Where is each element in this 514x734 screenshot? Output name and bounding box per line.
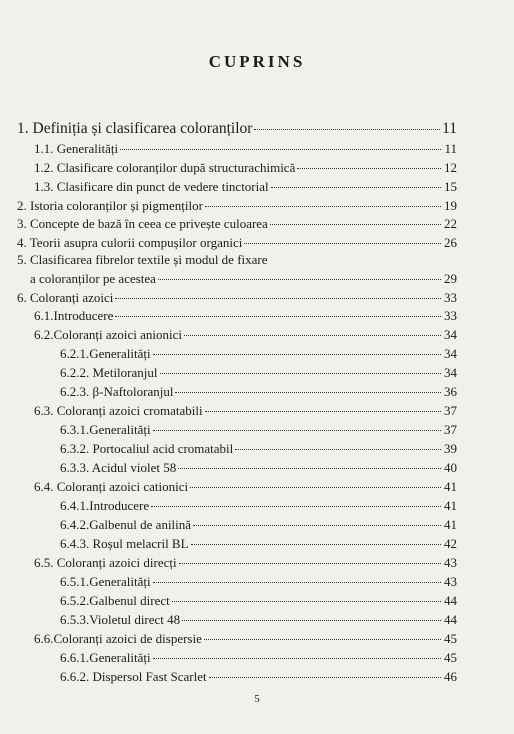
toc-entry-text: 1.2. Clasificare coloranților după structurachimică xyxy=(34,160,296,175)
toc-entry-page: 44 xyxy=(444,593,457,608)
dot-leader xyxy=(190,487,441,488)
toc-entry[interactable] xyxy=(34,479,457,495)
toc-entry-text: 6.2.Coloranți azoici anionici xyxy=(34,327,183,342)
page-number: 5 xyxy=(254,693,260,705)
toc-entry-text: a coloranților pe acestea xyxy=(30,271,156,286)
toc-entry-page: 41 xyxy=(444,479,457,494)
toc-entry-page: 29 xyxy=(444,271,457,286)
toc-entry[interactable] xyxy=(34,179,457,195)
toc-entry-text: 6. Coloranți azoici xyxy=(17,290,114,305)
toc-entry-page: 43 xyxy=(444,574,457,589)
toc-entry[interactable] xyxy=(60,517,457,533)
toc-entry[interactable] xyxy=(34,403,457,419)
toc-entry-text: 6.4.3. Roșul melacril BL xyxy=(60,536,189,551)
dot-leader xyxy=(193,525,441,526)
toc-entry[interactable] xyxy=(60,498,457,514)
dot-leader xyxy=(151,506,441,507)
dot-leader xyxy=(179,563,441,564)
toc-entry[interactable] xyxy=(60,346,457,362)
dot-leader xyxy=(153,354,441,355)
dot-leader xyxy=(160,373,442,374)
toc-entry[interactable] xyxy=(60,669,457,685)
toc-entry-page: 11 xyxy=(444,141,457,156)
toc-entry[interactable] xyxy=(17,235,457,251)
toc-entry-page: 45 xyxy=(444,631,457,646)
dot-leader xyxy=(158,279,441,280)
toc-entry[interactable] xyxy=(60,441,457,457)
toc-entry-page: 34 xyxy=(444,327,457,342)
toc-entry-page: 33 xyxy=(444,290,457,305)
toc-entry-text: 6.5.2.Galbenul direct xyxy=(60,593,170,608)
toc-entry-text: 6.5. Coloranți azoici direcți xyxy=(34,555,177,570)
toc-entry-text: 6.2.1.Generalități xyxy=(60,346,151,361)
toc-entry-page: 15 xyxy=(444,179,457,194)
dot-leader xyxy=(235,449,441,450)
page-title: CUPRINS xyxy=(208,52,306,71)
toc-entry-page: 41 xyxy=(444,498,457,513)
dot-leader xyxy=(254,129,440,130)
toc-entry-page: 45 xyxy=(444,650,457,665)
toc-entry-text: 2. Istoria coloranților și pigmenților xyxy=(17,198,203,213)
toc-entry[interactable] xyxy=(34,555,457,571)
dot-leader xyxy=(297,168,441,169)
toc-entry[interactable] xyxy=(60,422,457,438)
dot-leader xyxy=(178,468,441,469)
toc-entry-text: 6.6.Coloranți azoici de dispersie xyxy=(34,631,202,646)
toc-entry-page: 11 xyxy=(442,120,457,137)
toc-entry[interactable] xyxy=(60,460,457,476)
toc-entry-text: 6.5.1.Generalități xyxy=(60,574,151,589)
toc-entry-page: 22 xyxy=(444,216,457,231)
toc-entry-page: 26 xyxy=(444,235,457,250)
toc-entry-text: 6.5.3.Violetul direct 48 xyxy=(60,612,181,627)
toc-entry[interactable] xyxy=(34,308,457,324)
dot-leader xyxy=(153,658,441,659)
toc-entry-text: 1.1. Generalități xyxy=(34,141,119,156)
toc-entry-text: 6.4.1.Introducere xyxy=(60,498,150,513)
toc-entry-page: 36 xyxy=(444,384,457,399)
toc-entry-text: 6.3. Coloranți azoici cromatabili xyxy=(34,403,203,418)
toc-entry[interactable] xyxy=(60,593,457,609)
toc-entry[interactable] xyxy=(17,290,457,306)
dot-leader xyxy=(175,392,441,393)
toc-entry[interactable] xyxy=(34,160,457,176)
toc-entry-text: 4. Teorii asupra culorii compușilor organici xyxy=(17,235,243,250)
toc-entry-text: 6.4. Coloranți azoici cationici xyxy=(34,479,189,494)
toc-entry[interactable] xyxy=(17,120,457,138)
toc-entry-text: 6.3.2. Portocaliul acid cromatabil xyxy=(60,441,234,456)
dot-leader xyxy=(270,224,441,225)
toc-entry-text: 6.1.Introducere xyxy=(34,308,114,323)
toc-entry-page: 44 xyxy=(444,612,457,627)
toc-entry[interactable] xyxy=(60,536,457,552)
toc-entry[interactable] xyxy=(17,198,457,214)
toc-entry-page: 19 xyxy=(444,198,457,213)
dot-leader xyxy=(184,335,441,336)
dot-leader xyxy=(244,243,441,244)
toc-entry-text: 6.3.3. Acidul violet 58 xyxy=(60,460,177,475)
dot-leader xyxy=(205,206,441,207)
toc-entry[interactable] xyxy=(60,612,457,628)
dot-leader xyxy=(120,149,441,150)
dot-leader xyxy=(182,620,441,621)
toc-entry-text: 6.6.1.Generalități xyxy=(60,650,151,665)
toc-entry-text[interactable]: 5. Clasificarea fibrelor textile și modul de fixare xyxy=(17,252,268,267)
toc-entry-text: 6.4.2.Galbenul de anilină xyxy=(60,517,192,532)
dot-leader xyxy=(172,601,441,602)
toc-entry[interactable] xyxy=(60,384,457,400)
toc-entry[interactable] xyxy=(60,574,457,590)
toc-entry-page: 46 xyxy=(444,669,457,684)
toc-entry-text: 1. Definiția și clasificarea coloranților xyxy=(17,120,253,137)
toc-entry[interactable] xyxy=(30,271,457,287)
toc-entry-page: 37 xyxy=(444,403,457,418)
toc-entry-page: 37 xyxy=(444,422,457,437)
dot-leader xyxy=(153,582,441,583)
toc-entry[interactable] xyxy=(60,650,457,666)
toc-entry[interactable] xyxy=(34,327,457,343)
toc-entry-page: 34 xyxy=(444,365,457,380)
dot-leader xyxy=(115,298,441,299)
dot-leader xyxy=(115,316,441,317)
toc-entry-page: 43 xyxy=(444,555,457,570)
dot-leader xyxy=(191,544,441,545)
toc-entry-text: 6.6.2. Dispersol Fast Scarlet xyxy=(60,669,207,684)
toc-entry[interactable] xyxy=(34,141,457,157)
toc-entry-text: 6.3.1.Generalități xyxy=(60,422,151,437)
toc-entry-page: 12 xyxy=(444,160,457,175)
toc-entry[interactable] xyxy=(34,631,457,647)
toc-entry-page: 34 xyxy=(444,346,457,361)
toc-entry-page: 33 xyxy=(444,308,457,323)
dot-leader xyxy=(205,411,441,412)
toc-entry[interactable] xyxy=(17,216,457,232)
toc-entry-text: 6.2.2. Metiloranjul xyxy=(60,365,158,380)
toc-entry-page: 39 xyxy=(444,441,457,456)
toc-entry-text: 1.3. Clasificare din punct de vedere tinctorial xyxy=(34,179,269,194)
dot-leader xyxy=(204,639,441,640)
dot-leader xyxy=(153,430,441,431)
dot-leader xyxy=(271,187,441,188)
toc-entry-page: 40 xyxy=(444,460,457,475)
toc-entry[interactable] xyxy=(60,365,457,381)
toc-entry-text: 3. Concepte de bază în ceea ce privește culoarea xyxy=(17,216,268,231)
dot-leader xyxy=(209,677,441,678)
toc-entry-page: 42 xyxy=(444,536,457,551)
toc-entry-text: 6.2.3. β-Naftoloranjul xyxy=(60,384,174,399)
toc-entry-page: 41 xyxy=(444,517,457,532)
